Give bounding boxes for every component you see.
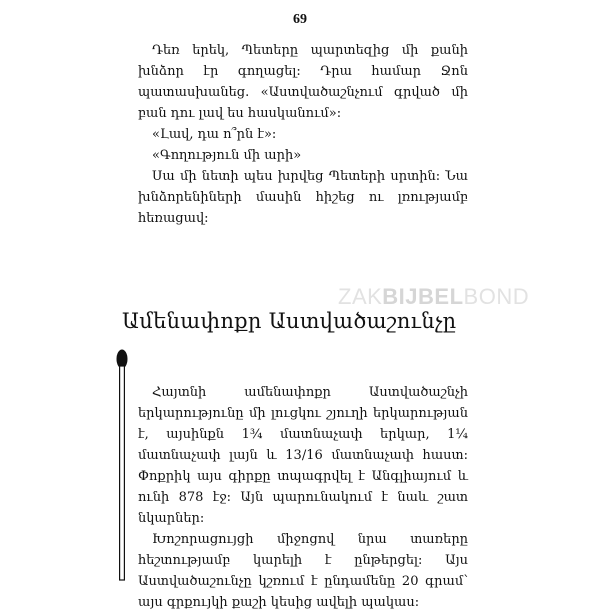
bottom-text-block — [138, 382, 468, 613]
bottom-paragraph-1: Հայտնի ամենափոքր Աստվածաշնչի երկարությունը մի լուցկու շյուղի երկարության է, այսինքն 1¾ մատնաչափ երկար, 1¼ մատնաչափ լայն և 13/16 մատնաչափ հաստ: Փոքրիկ այս գիրքը տպագրվել է Անգլիայում և ունի 878 էջ: Այն պարունակում է նաև շատ նկարներ: — [138, 385, 468, 526]
matchstick-icon — [116, 349, 128, 581]
top-paragraph-2: Սա մի նետի պես խրվեց Պետերի սրտին: Նա խնձորենիների մասին հիշեց ու լռությամբ հեռացավ: — [138, 169, 468, 226]
dialog-line-1: «Լավ, դա ո՞րն է»: — [152, 127, 277, 142]
watermark-part-1: ZAK — [338, 284, 383, 309]
bottom-paragraph-2: Խոշորացույցի միջոցով նրա տառերը հեշտությամբ կարելի է ընթերցել: Այս Աստվածաշունչը կշռում է ընդամենը 20 գրամ՝ այս գրքույկի քաշի կեսից ավելի պակաս: — [138, 532, 468, 610]
dialog-line-2: «Գողություն մի արի» — [152, 148, 302, 163]
top-text-block — [138, 40, 468, 229]
watermark-part-3: BOND — [463, 284, 530, 309]
section-title: Ամենափոքր Աստվածաշունչը — [122, 309, 457, 333]
page-number: 69 — [293, 12, 307, 27]
top-paragraph-1: Դեռ երեկ, Պետերը պարտեզից մի քանի խնձոր էր գողացել: Դրա համար Ջոն պատասխանեց. «Աստվածաշնչում գրված մի բան դու լավ ես հասկանում»: — [138, 43, 468, 121]
watermark-part-2: BIJBEL — [382, 284, 464, 309]
watermark — [338, 284, 529, 310]
